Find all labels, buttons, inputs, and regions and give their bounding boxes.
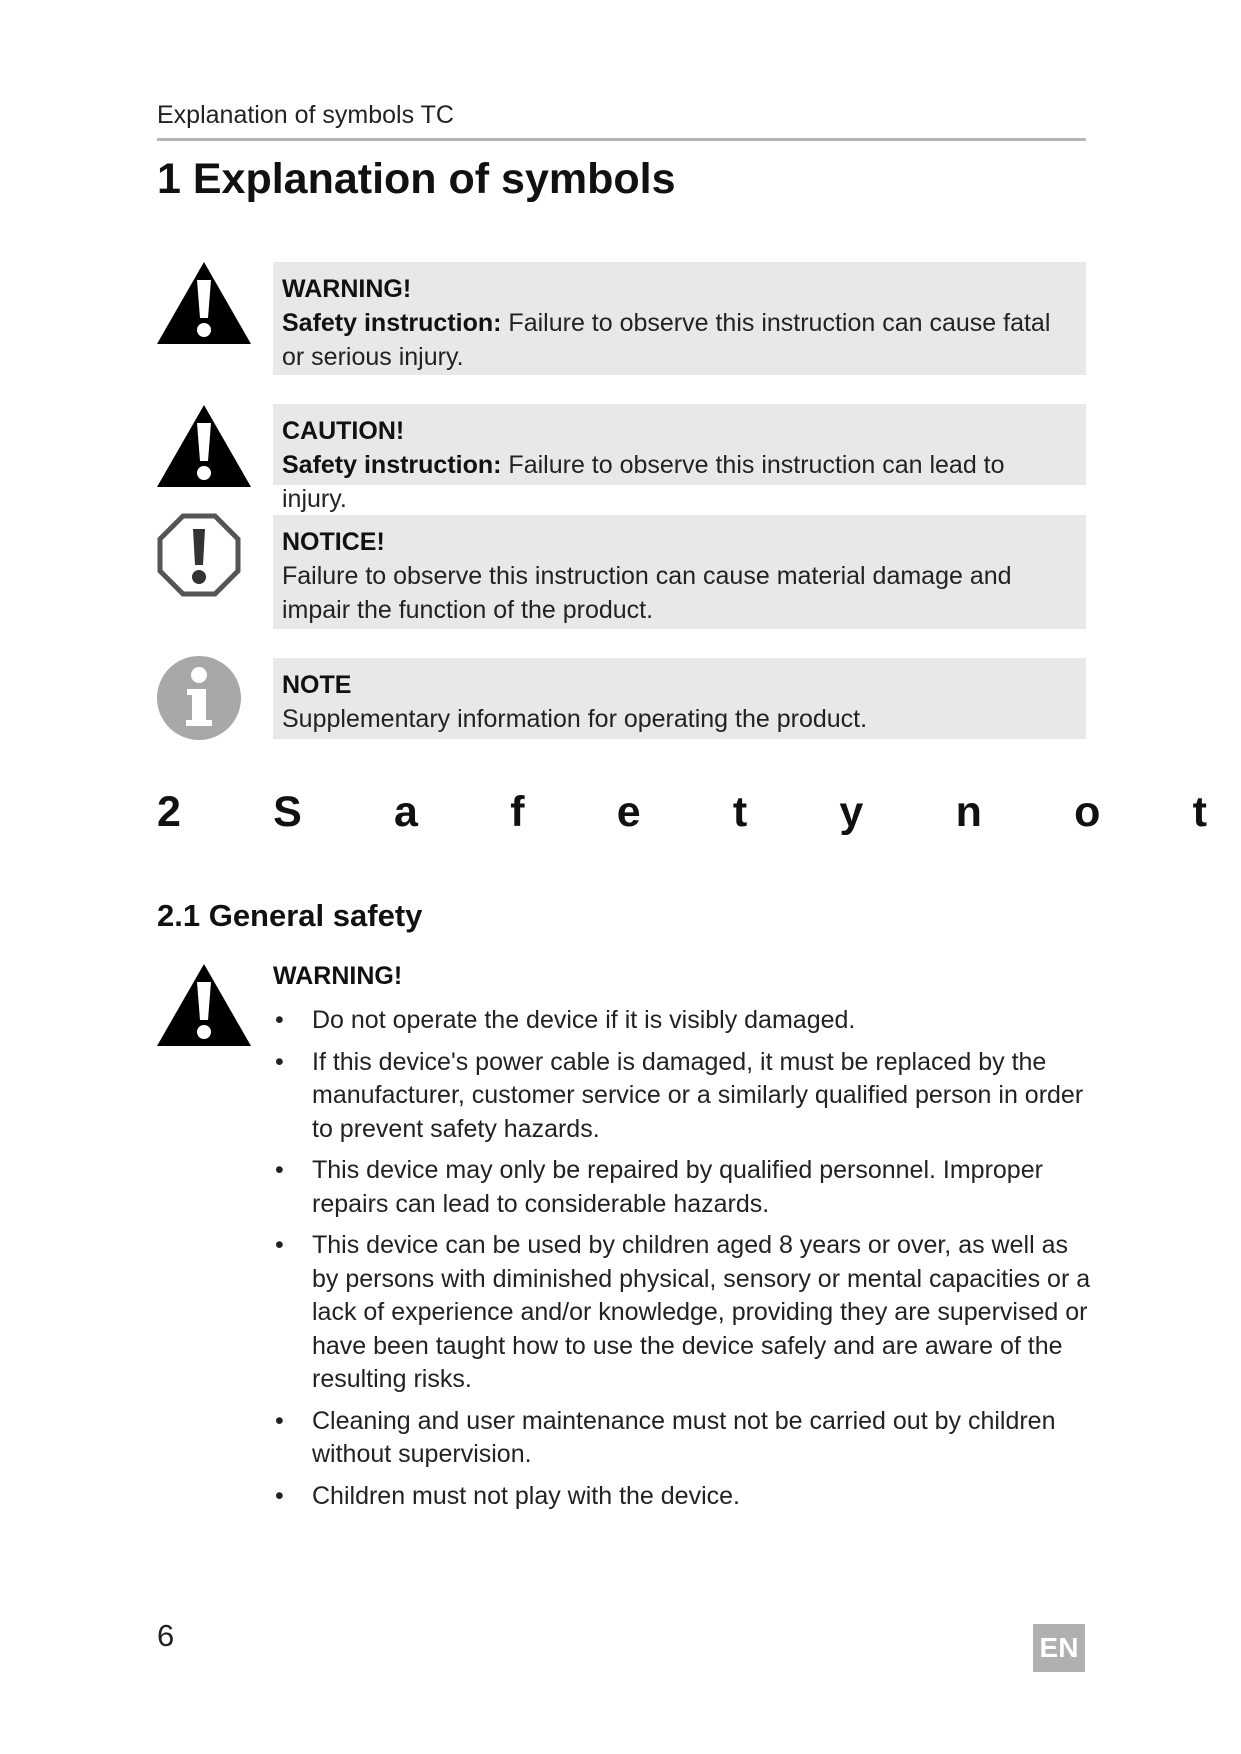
caution-symbol-box: [273, 404, 1086, 513]
notice-symbol-box: [273, 515, 1086, 629]
note-title: NOTE: [282, 671, 352, 699]
note-symbol-box: [273, 658, 1086, 739]
section-2-title: [157, 788, 1207, 837]
section-2-title-letter: f: [510, 788, 525, 836]
subsection-2-1-title: 2.1 General safety: [157, 898, 423, 933]
general-safety-warning-title: WARNING!: [273, 962, 403, 990]
section-2-title-letter: y: [839, 788, 864, 836]
general-safety-list: [273, 1004, 1093, 1521]
header-rule: [157, 138, 1086, 141]
section-2-title-letter: S: [273, 788, 302, 836]
section-1-title: 1 Explanation of symbols: [157, 155, 676, 203]
section-2-title-letter: a: [394, 788, 418, 836]
warning-lead: Safety instruction:: [282, 309, 502, 337]
notice-text: Failure to observe this instruction can cause material damage and impair the function of the product.: [282, 562, 1012, 624]
warning-symbol-box: [273, 262, 1086, 375]
caution-text: Failure to observe this instruction can lead to injury.: [282, 451, 1005, 513]
warning-title: WARNING!: [282, 275, 412, 303]
running-header: Explanation of symbols TC: [157, 101, 454, 129]
section-2-title-letter: n: [955, 788, 982, 836]
list-item: • Do not operate the device if it is visibly damaged.: [273, 1004, 1093, 1038]
page-number: 6: [157, 1618, 175, 1653]
list-item: • If this device's power cable is damaged, it must be replaced by the manufacturer, customer service or a similarly qualified person in order to prevent safety hazards.: [273, 1046, 1093, 1147]
caution-triangle-icon: [157, 405, 251, 487]
language-badge: EN: [1033, 1624, 1085, 1672]
list-item: • This device may only be repaired by qualified personnel. Improper repairs can lead to considerable hazards.: [273, 1154, 1093, 1221]
section-2-title-letter: t: [732, 788, 748, 836]
warning-triangle-icon: [157, 262, 251, 344]
list-item: • This device can be used by children aged 8 years or over, as well as by persons with diminished physical, sensory or mental capacities or a lack of experience and/or knowledge, providing they are supervised or have been taught how to use the device safely and are aware of the resulting risks.: [273, 1229, 1093, 1397]
section-2-title-letter: e: [616, 788, 641, 836]
caution-lead: Safety instruction:: [282, 451, 502, 479]
notice-title: NOTICE!: [282, 528, 385, 556]
section-2-title-letter: o: [1074, 788, 1101, 836]
section-2-title-letter: 2: [157, 788, 181, 836]
caution-title: CAUTION!: [282, 417, 405, 445]
warning-text: Failure to observe this instruction can cause fatal or serious injury.: [282, 309, 1051, 371]
list-item: • Children must not play with the device.: [273, 1480, 1093, 1514]
notice-octagon-icon: [157, 513, 241, 597]
info-circle-icon: [157, 656, 241, 740]
list-item: • Cleaning and user maintenance must not be carried out by children without supervision.: [273, 1405, 1093, 1472]
warning-triangle-icon: [157, 964, 251, 1046]
note-text: Supplementary information for operating the product.: [282, 705, 868, 733]
section-2-title-letter: t: [1192, 788, 1207, 836]
